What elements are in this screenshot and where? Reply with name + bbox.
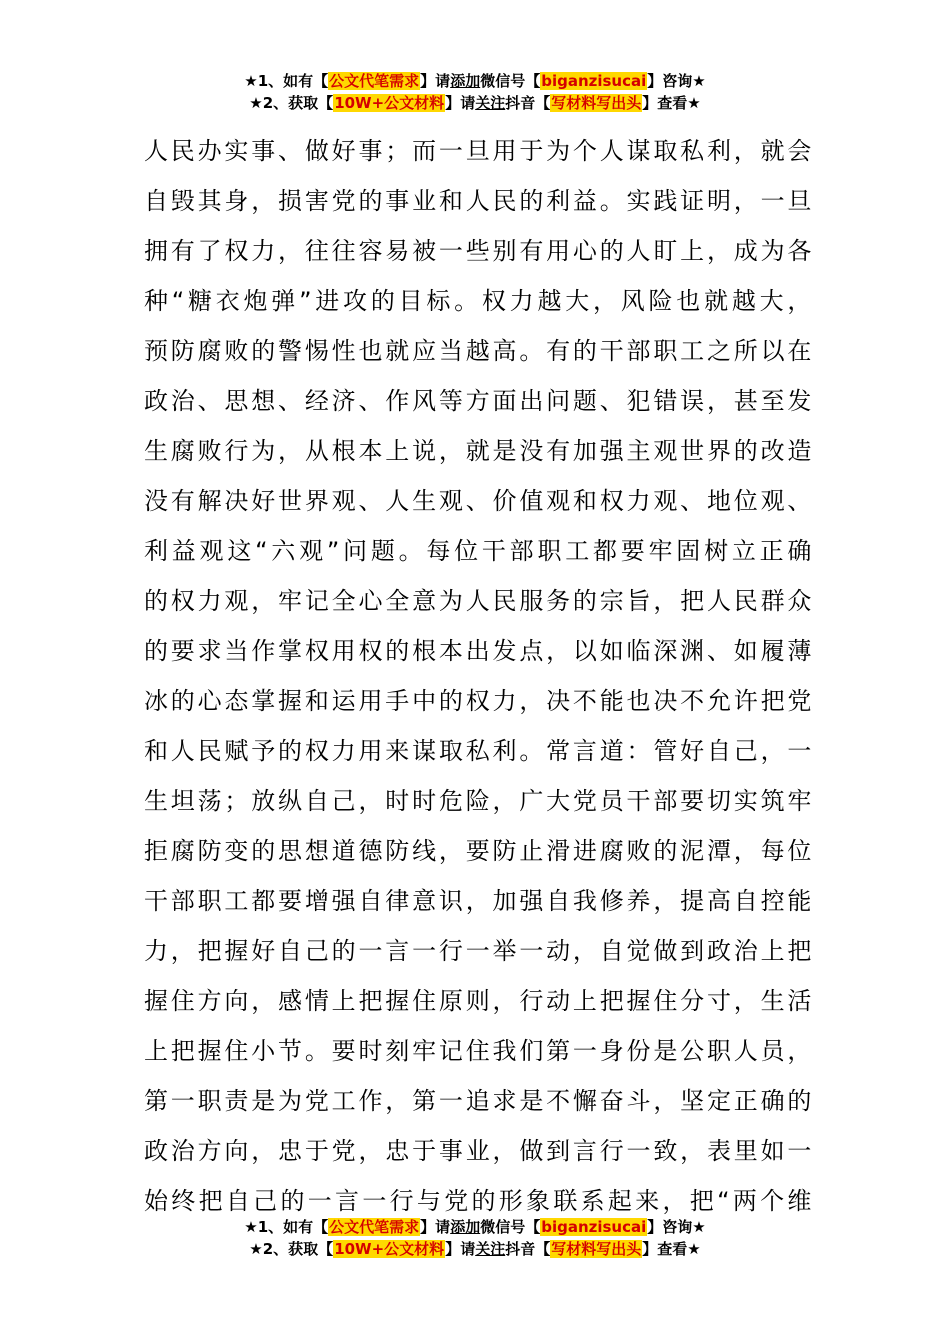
banner-text: 】请 <box>445 94 476 112</box>
body-line: 的要求当作掌权用权的根本出发点，以如临深渊、如履薄 <box>144 637 812 665</box>
banner-emphasis: 关注 <box>475 1240 506 1258</box>
body-line: 握住方向，感情上把握住原则，行动上把握住分寸，生活 <box>144 987 812 1015</box>
banner-text: 】请 <box>420 1218 451 1236</box>
banner-text: 】查看★ <box>642 94 701 112</box>
body-line: 种“糖衣炮弹”进攻的目标。权力越大，风险也就越大， <box>144 287 812 315</box>
body-line: 预防腐败的警惕性也就应当越高。有的干部职工之所以在 <box>144 337 812 365</box>
body-line: 上把握住小节。要时刻牢记住我们第一身份是公职人员， <box>144 1037 812 1065</box>
body-line: 人民办实事、做好事；而一旦用于为个人谋取私利，就会 <box>144 137 812 165</box>
banner-text: 微信号【 <box>480 1218 541 1236</box>
header-banner-line-2 <box>0 92 950 114</box>
banner-text: 】咨询★ <box>647 1218 706 1236</box>
banner-text: ★2、获取【 <box>249 94 334 112</box>
body-line: 拒腐防变的思想道德防线，要防止滑进腐败的泥潭，每位 <box>144 837 812 865</box>
body-line: 始终把自己的一言一行与党的形象联系起来，把“两个维 <box>144 1187 812 1215</box>
footer-banner <box>0 1216 950 1260</box>
body-line: 冰的心态掌握和运用手中的权力，决不能也决不允许把党 <box>144 687 812 715</box>
banner-text: ★1、如有【 <box>244 72 329 90</box>
wechat-id-highlight: biganzisucai <box>541 1218 647 1236</box>
body-line: 力，把握好自己的一言一行一举一动，自觉做到政治上把 <box>144 937 812 965</box>
banner-emphasis: 关注 <box>475 94 506 112</box>
body-line: 没有解决好世界观、人生观、价值观和权力观、地位观、 <box>144 487 812 515</box>
wechat-id-highlight: biganzisucai <box>541 72 647 90</box>
header-banner <box>0 70 950 114</box>
banner-text: 抖音【 <box>505 1240 551 1258</box>
document-body <box>144 126 812 1226</box>
body-line: 第一职责是为党工作，第一追求是不懈奋斗，坚定正确的 <box>144 1087 812 1115</box>
footer-banner-line-1 <box>0 1216 950 1238</box>
banner-text: 】咨询★ <box>647 72 706 90</box>
body-line: 政治方向，忠于党，忠于事业，做到言行一致，表里如一 <box>144 1137 812 1165</box>
service-highlight: 公文代笔需求 <box>329 1218 420 1236</box>
footer-banner-line-2 <box>0 1238 950 1260</box>
banner-text: 微信号【 <box>480 72 541 90</box>
banner-text: 抖音【 <box>505 94 551 112</box>
banner-text: 】请 <box>420 72 451 90</box>
service-highlight: 公文代笔需求 <box>329 72 420 90</box>
banner-emphasis: 添加 <box>450 1218 481 1236</box>
douyin-account-highlight: 写材料写出头 <box>551 1240 642 1258</box>
banner-text: 】请 <box>445 1240 476 1258</box>
body-line: 和人民赋予的权力用来谋取私利。常言道：管好自己，一 <box>144 737 812 765</box>
body-line: 政治、思想、经济、作风等方面出问题、犯错误，甚至发 <box>144 387 812 415</box>
douyin-account-highlight: 写材料写出头 <box>551 94 642 112</box>
materials-highlight: 10W+公文材料 <box>334 1240 445 1258</box>
banner-text: 】查看★ <box>642 1240 701 1258</box>
body-line: 生坦荡；放纵自己，时时危险，广大党员干部要切实筑牢 <box>144 787 812 815</box>
header-banner-line-1 <box>0 70 950 92</box>
body-line: 自毁其身，损害党的事业和人民的利益。实践证明，一旦 <box>144 187 812 215</box>
body-line: 的权力观，牢记全心全意为人民服务的宗旨，把人民群众 <box>144 587 812 615</box>
banner-text: ★2、获取【 <box>249 1240 334 1258</box>
banner-text: ★1、如有【 <box>244 1218 329 1236</box>
body-line: 拥有了权力，往往容易被一些别有用心的人盯上，成为各 <box>144 237 812 265</box>
body-line: 生腐败行为，从根本上说，就是没有加强主观世界的改造 <box>144 437 812 465</box>
body-line: 干部职工都要增强自律意识，加强自我修养，提高自控能 <box>144 887 812 915</box>
banner-emphasis: 添加 <box>450 72 481 90</box>
materials-highlight: 10W+公文材料 <box>334 94 445 112</box>
body-line: 利益观这“六观”问题。每位干部职工都要牢固树立正确 <box>144 537 812 565</box>
